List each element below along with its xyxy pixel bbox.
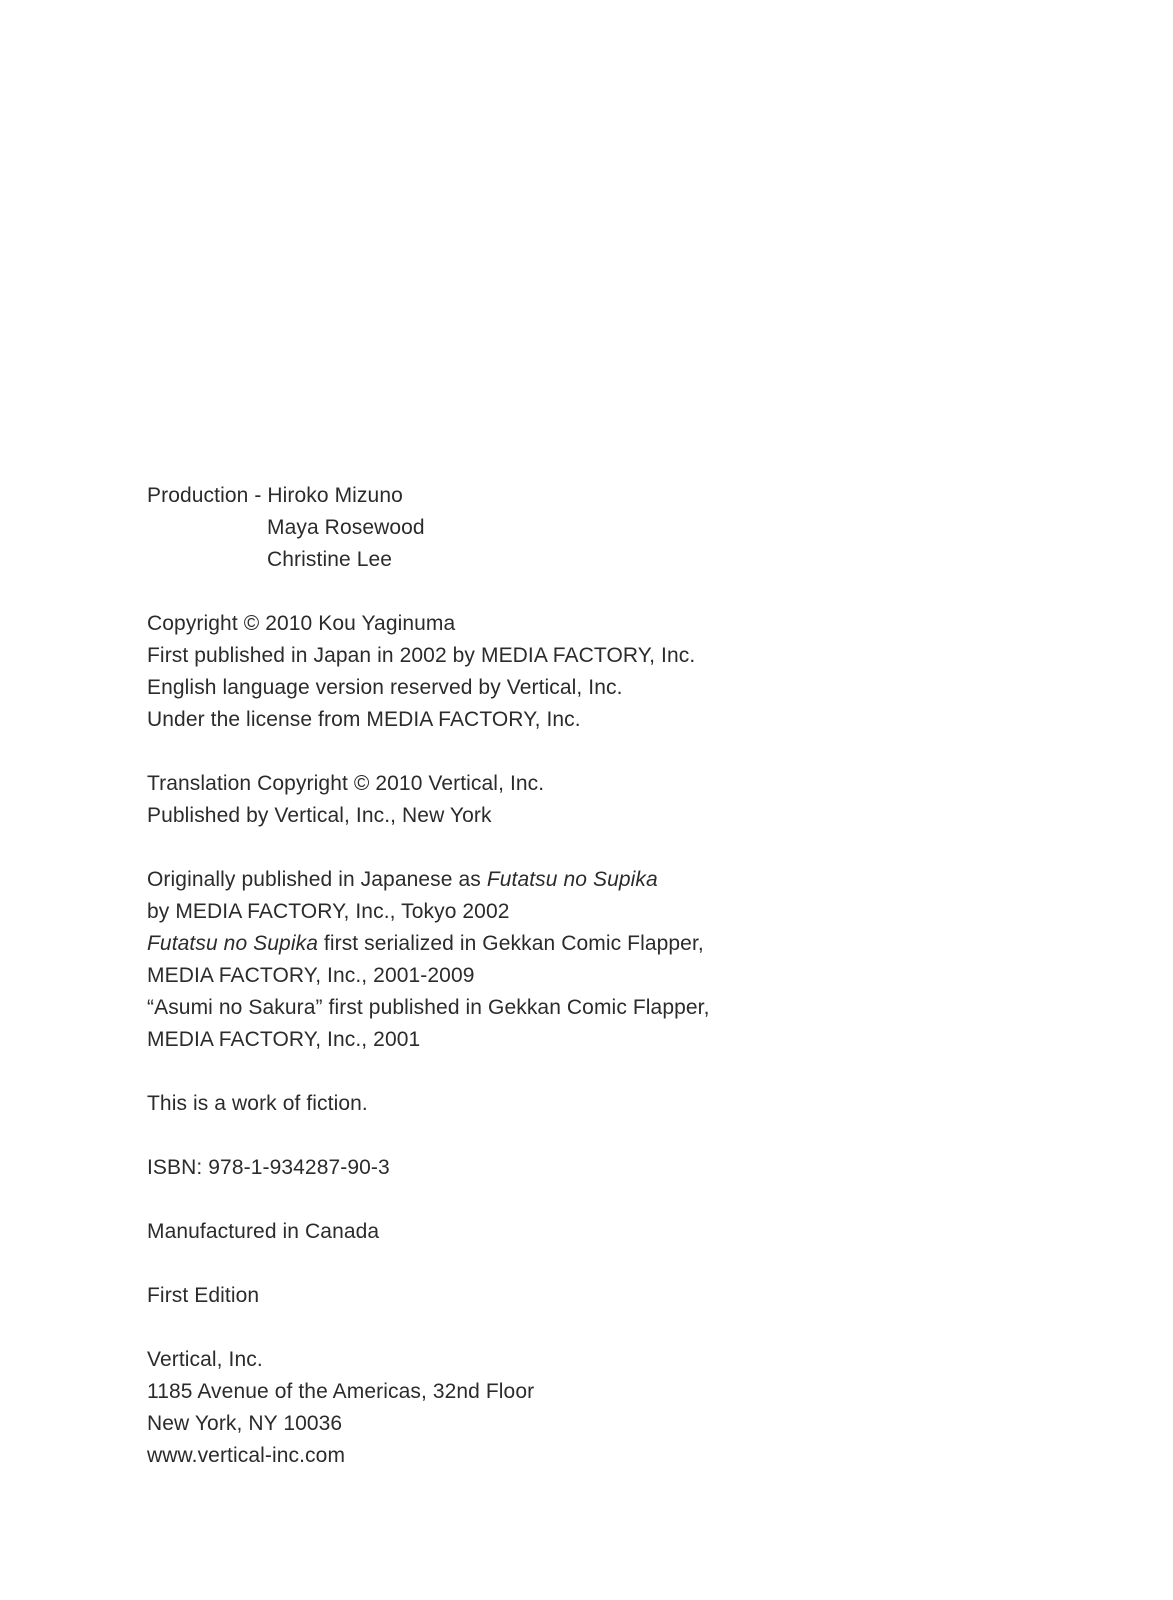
serialized-suffix: first serialized in Gekkan Comic Flapper,	[317, 932, 704, 955]
production-credit	[147, 480, 1047, 512]
published-by-line: Published by Vertical, Inc., New York	[147, 804, 492, 827]
publisher-name: Vertical, Inc.	[147, 1348, 263, 1371]
spacer	[147, 1056, 1047, 1088]
asumi-published-line: “Asumi no Sakura” first published in Gekkan Comic Flapper,	[147, 996, 710, 1019]
spacer	[147, 736, 1047, 768]
colophon-text	[147, 480, 1047, 1472]
manufactured-in: Manufactured in Canada	[147, 1220, 380, 1243]
production-label: Production -	[147, 484, 268, 507]
serialized-line	[147, 928, 1047, 960]
originally-published-line	[147, 864, 1047, 896]
english-version-line: English language version reserved by Vertical, Inc.	[147, 676, 623, 699]
publisher-website: www.vertical-inc.com	[147, 1444, 346, 1467]
asumi-years-line: MEDIA FACTORY, Inc., 2001	[147, 1028, 421, 1051]
edition: First Edition	[147, 1284, 260, 1307]
spacer	[147, 1312, 1047, 1344]
serialized-years-line: MEDIA FACTORY, Inc., 2001-2009	[147, 964, 475, 987]
publisher-address-city: New York, NY 10036	[147, 1412, 343, 1435]
license-line: Under the license from MEDIA FACTORY, Inc.	[147, 708, 581, 731]
translation-copyright-line: Translation Copyright © 2010 Vertical, Inc.	[147, 772, 545, 795]
first-published-line: First published in Japan in 2002 by MEDIA FACTORY, Inc.	[147, 644, 696, 667]
production-name: Christine Lee	[267, 548, 393, 571]
originally-published-prefix: Originally published in Japanese as	[147, 868, 487, 891]
production-name: Hiroko Mizuno	[267, 484, 403, 507]
spacer	[147, 1120, 1047, 1152]
isbn: ISBN: 978-1-934287-90-3	[147, 1156, 390, 1179]
publisher-address-street: 1185 Avenue of the Americas, 32nd Floor	[147, 1380, 535, 1403]
publisher-tokyo-line: by MEDIA FACTORY, Inc., Tokyo 2002	[147, 900, 510, 923]
production-name: Maya Rosewood	[267, 516, 425, 539]
spacer	[147, 576, 1047, 608]
spacer	[147, 1184, 1047, 1216]
book-title: Futatsu no Supika	[486, 868, 658, 891]
fiction-notice: This is a work of fiction.	[147, 1092, 368, 1115]
copyright-line: Copyright © 2010 Kou Yaginuma	[147, 612, 456, 635]
spacer	[147, 832, 1047, 864]
spacer	[147, 1248, 1047, 1280]
book-title: Futatsu no Supika	[147, 932, 318, 955]
